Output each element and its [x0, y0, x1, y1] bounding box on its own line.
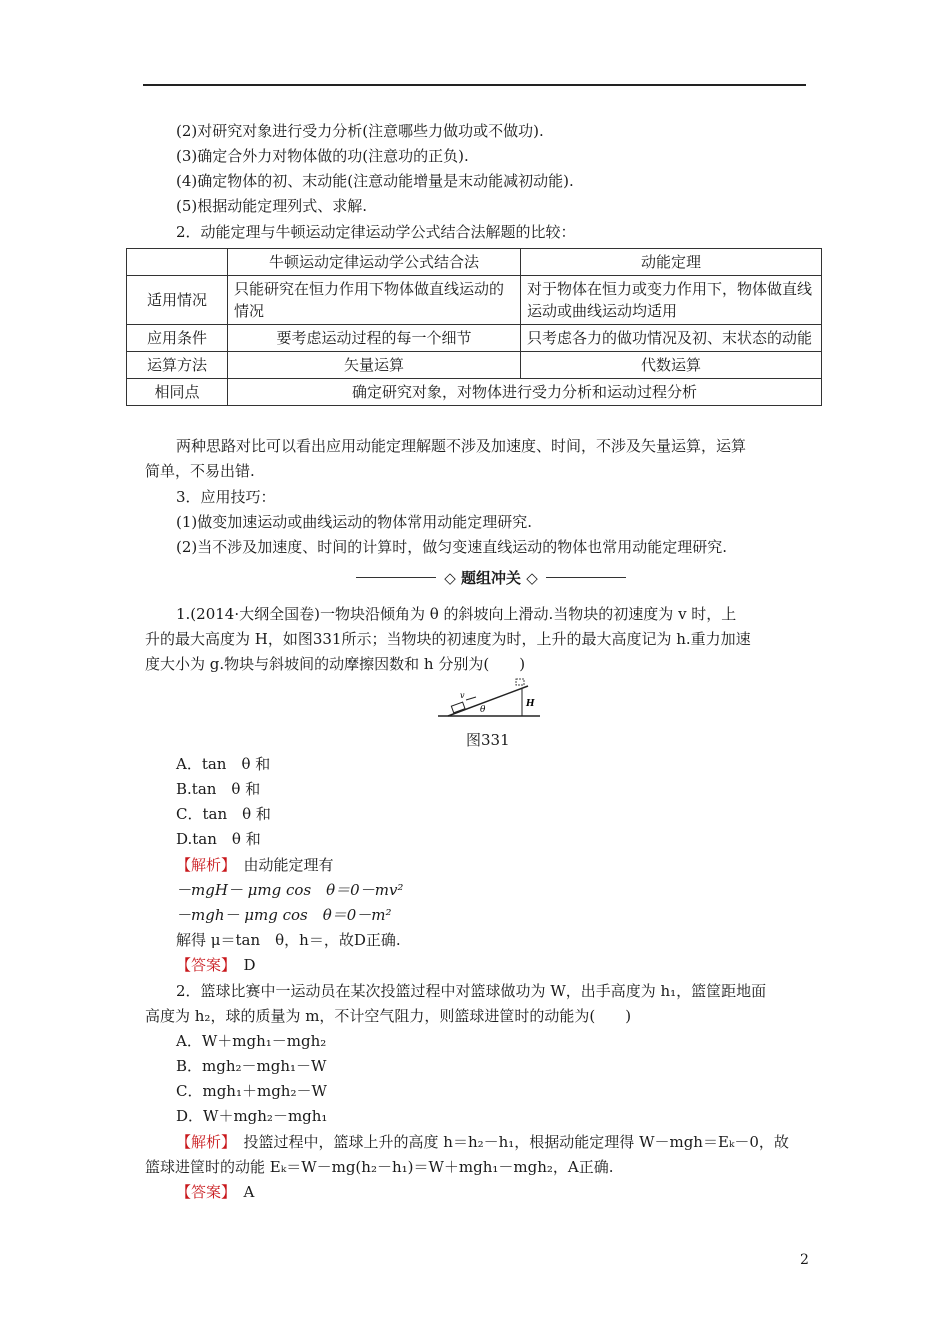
- q2-option-c: C．mgh₁＋mgh₂－W: [176, 1082, 327, 1100]
- table-cell: 代数运算: [521, 352, 822, 379]
- row-label: 适用情况: [127, 276, 228, 325]
- step-3: (3)确定合外力对物体做的功(注意功的正负).: [176, 147, 469, 165]
- summary-line: 简单，不易出错.: [145, 462, 255, 480]
- figure-label-h: H: [526, 699, 535, 709]
- answer-tag: 【答案】: [176, 956, 229, 974]
- row-label: 应用条件: [127, 325, 228, 352]
- answer-value: D: [228, 956, 256, 974]
- step-2: (2)对研究对象进行受力分析(注意哪些力做功或不做功).: [176, 122, 544, 140]
- table-row: [127, 352, 822, 379]
- table-row: [127, 325, 822, 352]
- table-cell: 确定研究对象，对物体进行受力分析和运动过程分析: [228, 379, 822, 406]
- page-number: 2: [800, 1252, 809, 1268]
- q2-option-d: D．W＋mgh₂－mgh₁: [176, 1107, 328, 1125]
- answer-tag: 【答案】: [176, 1183, 229, 1201]
- table-cell: 要考虑运动过程的每一个细节: [228, 325, 521, 352]
- block-top-dashed: [516, 679, 524, 685]
- banner-rule-right: [546, 577, 626, 578]
- q1-stem-line: 1.(2014·大纲全国卷)一物块沿倾角为 θ 的斜坡向上滑动.当物块的初速度为 v 时，上: [176, 605, 737, 623]
- banner-title: ◇ 题组冲关 ◇: [444, 569, 538, 587]
- q1-equation: －mgh－ μmg cos θ＝0－m²: [176, 906, 392, 924]
- figure-label-theta: θ: [480, 705, 486, 715]
- table-row: [127, 276, 822, 325]
- analysis-tag: 【解析】: [176, 856, 229, 874]
- row-label: 相同点: [127, 379, 228, 406]
- q1-option-b: B.tan θ 和: [176, 780, 261, 798]
- figure-label-v: v: [460, 691, 465, 700]
- section-banner: [356, 567, 626, 589]
- step-4: (4)确定物体的初、末动能(注意动能增量是末动能减初动能).: [176, 172, 574, 190]
- q2-option-b: B．mgh₂－mgh₁－W: [176, 1057, 327, 1075]
- analysis-text: 由动能定理有: [228, 856, 334, 874]
- comparison-table: [126, 248, 822, 406]
- skills-heading: 3．应用技巧：: [176, 488, 276, 506]
- q2-stem-line: 高度为 h₂，球的质量为 m，不计空气阻力，则篮球进筐时的动能为( ): [145, 1007, 632, 1025]
- summary-line: 两种思路对比可以看出应用动能定理解题不涉及加速度、时间，不涉及矢量运算，运算: [176, 437, 747, 455]
- q1-option-d: D.tan θ 和: [176, 830, 261, 848]
- q1-stem-line: 升的最大高度为 H，如图331所示；当物块的初速度为时，上升的最大高度记为 h.重力加速: [145, 630, 751, 648]
- table-header-cell: 牛顿运动定律运动学公式结合法: [228, 249, 521, 276]
- velocity-arrow: [466, 697, 476, 700]
- table-header-row: [127, 249, 822, 276]
- q2-option-a: A．W＋mgh₁－mgh₂: [176, 1032, 327, 1050]
- row-label: 运算方法: [127, 352, 228, 379]
- analysis-text: 投篮过程中，篮球上升的高度 h＝h₂－h₁，根据动能定理得 W－mgh＝Eₖ－0，故: [228, 1133, 789, 1151]
- table-cell: 矢量运算: [228, 352, 521, 379]
- q1-equation: －mgH－ μmg cos θ＝0－mv²: [176, 881, 404, 899]
- table-cell: 只考虑各力的做功情况及初、末状态的动能: [521, 325, 822, 352]
- incline-figure: [436, 676, 556, 722]
- q2-stem-line: 2．篮球比赛中一运动员在某次投篮过程中对篮球做功为 W，出手高度为 h₁，篮筐距地面: [176, 982, 767, 1000]
- step-5: (5)根据动能定理列式、求解.: [176, 197, 368, 215]
- table-cell: 对于物体在恒力或变力作用下，物体做直线运动或曲线运动均适用: [521, 276, 822, 325]
- table-row: [127, 379, 822, 406]
- q2-answer: [176, 1182, 254, 1202]
- q1-option-c: C．tan θ 和: [176, 805, 271, 823]
- q2-analysis: [176, 1132, 789, 1152]
- q1-stem-line: 度大小为 g.物块与斜坡间的动摩擦因数和 h 分别为( ): [145, 655, 526, 673]
- table-cell: 只能研究在恒力作用下物体做直线运动的情况: [228, 276, 521, 325]
- figure-caption: 图331: [466, 731, 510, 749]
- block-shape: [451, 702, 465, 713]
- compare-heading: 2．动能定理与牛顿运动定律运动学公式结合法解题的比较：: [176, 223, 576, 241]
- answer-value: A: [228, 1183, 255, 1201]
- table-header-cell: [127, 249, 228, 276]
- banner-rule-left: [356, 577, 436, 578]
- q2-analysis-cont: 篮球进筐时的动能 Eₖ＝W－mg(h₂－h₁)＝W＋mgh₁－mgh₂，A正确.: [145, 1158, 614, 1176]
- skill-item: (1)做变加速运动或曲线运动的物体常用动能定理研究.: [176, 513, 533, 531]
- q1-conclusion: 解得 μ＝tan θ，h＝，故D正确.: [176, 931, 401, 949]
- header-rule: [143, 84, 806, 86]
- q1-option-a: A．tan θ 和: [176, 755, 271, 773]
- table-header-cell: 动能定理: [521, 249, 822, 276]
- analysis-tag: 【解析】: [176, 1133, 229, 1151]
- skill-item: (2)当不涉及加速度、时间的计算时，做匀变速直线运动的物体也常用动能定理研究.: [176, 538, 728, 556]
- q1-answer: [176, 955, 256, 975]
- q1-analysis: [176, 855, 334, 875]
- banner-text: 题组冲关: [460, 569, 521, 587]
